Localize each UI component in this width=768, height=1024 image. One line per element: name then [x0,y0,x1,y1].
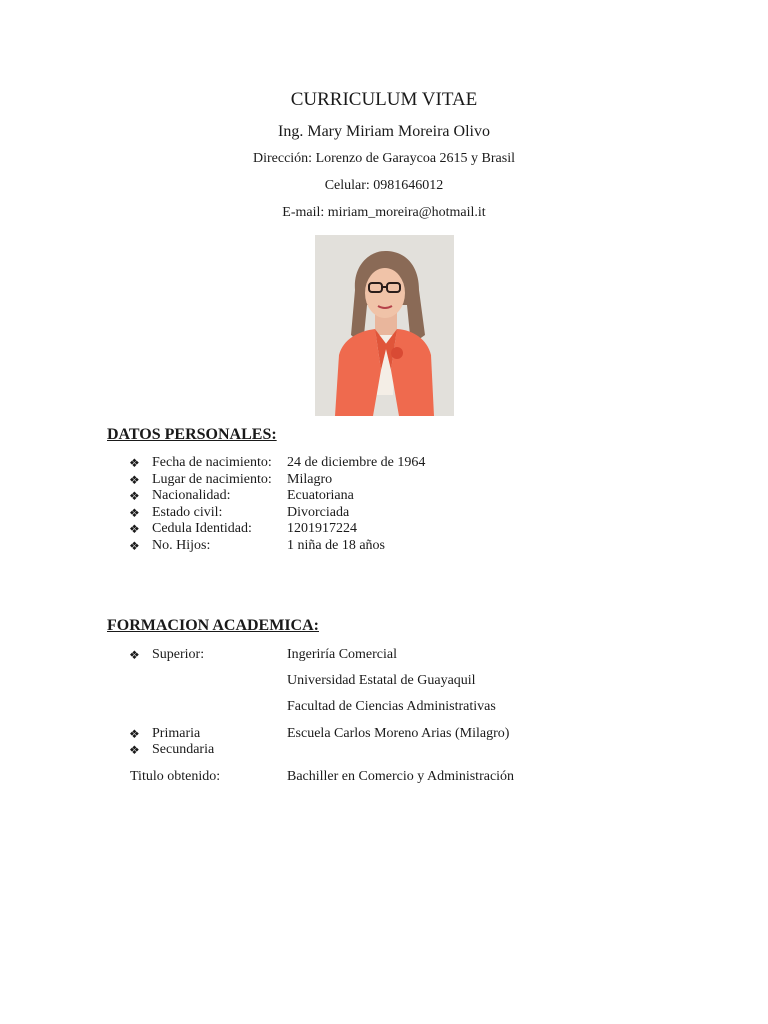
list-item [0,742,768,759]
diamond-bullet-icon: ❖ [129,648,140,662]
item-value: 1 niña de 18 años [287,538,385,553]
item-label: Primaria [152,726,201,741]
address: Dirección: Lorenzo de Garaycoa 2615 y Brasil [252,151,515,166]
item-value: Ecuatoriana [287,488,354,503]
diamond-bullet-icon: ❖ [129,489,140,503]
phone: Celular: 0981646012 [324,178,444,193]
portrait-photo [315,235,454,416]
diamond-bullet-icon: ❖ [129,539,140,553]
item-value: Milagro [287,472,333,487]
item-label: No. Hijos: [152,538,211,553]
person-name: Ing. Mary Miriam Moreira Olivo [278,123,490,140]
item-label: Estado civil: [152,505,223,520]
diamond-bullet-icon: ❖ [129,727,140,741]
diamond-bullet-icon: ❖ [129,522,140,536]
item-label: Secundaria [152,742,215,757]
list-item [0,455,768,472]
list-item [0,726,768,743]
diamond-bullet-icon: ❖ [129,506,140,520]
list-item [0,505,768,522]
list-item [0,699,768,716]
item-value: Escuela Carlos Moreno Arias (Milagro) [287,726,510,741]
item-label: Lugar de nacimiento: [152,472,272,487]
item-value: Divorciada [287,505,350,520]
list-item [0,673,768,690]
item-value: 1201917224 [287,521,357,536]
list-item [0,472,768,489]
item-value: Universidad Estatal de Guayaquil [287,673,476,688]
item-value: Bachiller en Comercio y Administración [287,769,515,784]
diamond-bullet-icon: ❖ [129,743,140,757]
item-value: Ingeriría Comercial [287,647,398,662]
item-label: Fecha de nacimiento: [152,455,272,470]
item-label: Nacionalidad: [152,488,231,503]
personal-data-heading: DATOS PERSONALES: [107,426,277,443]
list-item [0,538,768,555]
diamond-bullet-icon: ❖ [129,456,140,470]
education-heading: FORMACION ACADEMICA: [107,617,319,634]
list-item [0,488,768,505]
item-label: Titulo obtenido: [130,769,221,784]
list-item [0,521,768,538]
email: E-mail: miriam_moreira@hotmail.it [282,205,486,220]
list-item [0,647,768,664]
item-label: Cedula Identidad: [152,521,252,536]
list-item [0,769,768,786]
cv-title: CURRICULUM VITAE [290,89,478,110]
item-label: Superior: [152,647,205,662]
item-value: 24 de diciembre de 1964 [287,455,426,470]
item-value: Facultad de Ciencias Administrativas [287,699,496,714]
diamond-bullet-icon: ❖ [129,473,140,487]
